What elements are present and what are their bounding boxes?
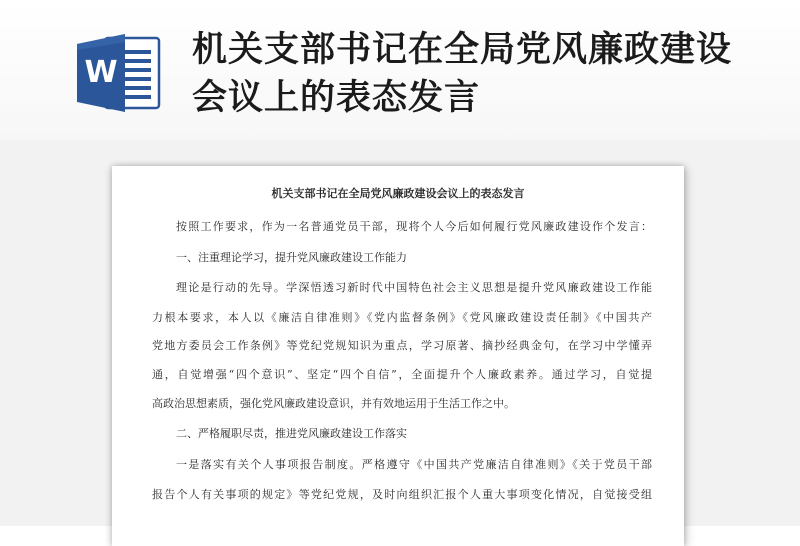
document-page bbox=[112, 166, 684, 546]
header-banner bbox=[0, 0, 800, 140]
paragraph-line: 按照工作要求，作为一名普通党员干部，现将个人今后如何履行党风廉政建设作个发言： bbox=[176, 220, 652, 233]
section-heading: 二、严格履职尽责，推进党风廉政建设工作落实 bbox=[176, 427, 407, 440]
paragraph-line: 一是落实有关个人事项报告制度。严格遵守《中国共产党廉洁自律准则》《关于党员干部 bbox=[176, 458, 652, 471]
paragraph-line: 理论是行动的先导。学深悟透习新时代中国特色社会主义思想是提升党风廉政建设工作能 bbox=[176, 281, 652, 294]
section-heading: 一、注重理论学习，提升党风廉政建设工作能力 bbox=[176, 251, 407, 264]
paragraph-line: 力根本要求，本人以《廉洁自律准则》《党内监督条例》《党风廉政建设责任制》《中国共产 bbox=[152, 311, 652, 324]
paragraph-line: 报告个人有关事项的规定》等党纪党规，及时向组织汇报个人重大事项变化情况，自觉接受组 bbox=[152, 488, 652, 501]
paragraph-line: 通，自觉增强“四个意识”、坚定“四个自信”，全面提升个人廉政素养。通过学习，自觉提 bbox=[152, 368, 652, 381]
word-document-icon bbox=[75, 32, 165, 114]
word-icon-letter: W bbox=[84, 55, 118, 90]
paragraph-line: 高政治思想素质，强化党风廉政建设意识，并有效地运用于生活工作之中。 bbox=[152, 397, 515, 410]
paragraph-line: 党地方委员会工作条例》等党纪党规知识为重点，学习原著、摘抄经典金句，在学习中学懂弄 bbox=[152, 339, 652, 352]
page-title: 机关支部书记在全局党风廉政建设会议上的表态发言 bbox=[192, 30, 733, 118]
document-title: 机关支部书记在全局党风廉政建设会议上的表态发言 bbox=[271, 187, 525, 200]
